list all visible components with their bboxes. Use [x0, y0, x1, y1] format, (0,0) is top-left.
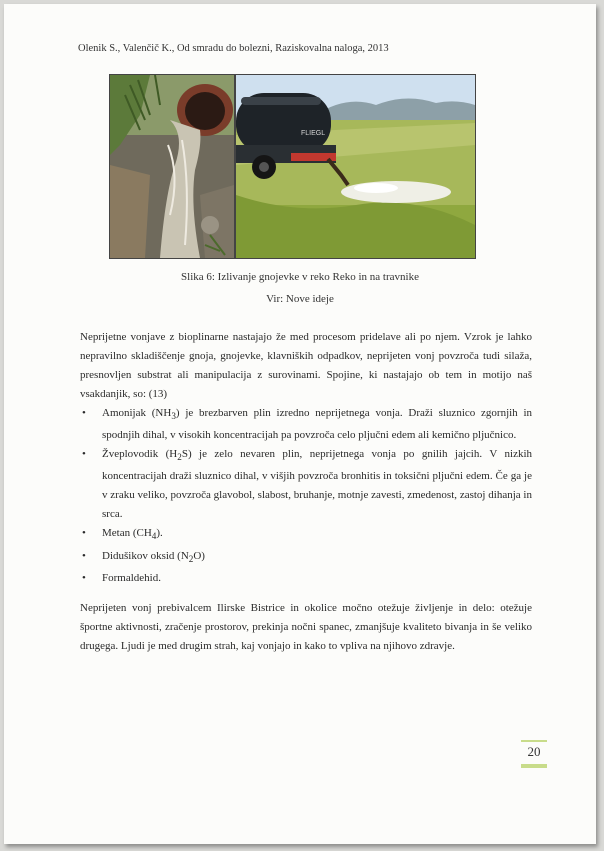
- list-item: • Metan $(CH_4)$.: [80, 524, 532, 546]
- compound-list: [80, 404, 532, 591]
- bullet-icon: •: [82, 407, 86, 419]
- list-item: • Formaldehid.: [80, 569, 532, 591]
- running-header: Olenik S., Valenčič K., Od smradu do bolezni, Raziskovalna naloga, 2013: [78, 43, 389, 54]
- bullet-icon: •: [82, 549, 86, 562]
- bullet-icon: •: [82, 448, 86, 461]
- pipe-outflow-image: [110, 75, 234, 258]
- photo-pipe-outflow: [109, 74, 235, 259]
- photo-tanker-field: [235, 74, 476, 259]
- list-item: • Žveplovodik $(H_2S)$ je zelo nevaren plin, neprijetnega vonja po gnilih jajcih. V nizkih koncentracijah draži sluznico dihal, v višjih povzroča bronhitis in toksični pljučni edem. Če ga je v zraku veliko, povzroča glavobol, slabost, bruhanje, motnje zavesti, zmedenost, zastoj dihanja in srca.: [80, 445, 532, 524]
- list-item: • Amonijak $(NH_3)$ je brezbarven plin izredno neprijetnega vonja. Draži sluznico zgornjih in spodnjih dihal, v visokih koncentracijah pa povzroča celo pljučni edem ali kemično pljučnico.: [80, 404, 532, 445]
- list-item: • Didušikov oksid $(N_2O)$: [80, 547, 532, 569]
- bullet-icon: •: [82, 571, 86, 584]
- figure-caption: Slika 6: Izlivanje gnojevke v reko Reko in na travnike: [181, 271, 419, 283]
- page-number: 20: [521, 740, 547, 768]
- intro-paragraph: Neprijetne vonjave z bioplinarne nastajajo že med procesom pridelave ali po njem. Vzrok je lahko nepravilno skladiščenje gnoja, gnojevke, klavniških odpadkov, neprijeten vonj povzroča tudi silaža, presnovljen substrat ali manipulacija z surovinami. Spojine, ki nastajajo ob tem in motijo naš vsakdanjik, so: (13): [80, 331, 532, 400]
- outro-paragraph: Neprijeten vonj prebivalcem Ilirske Bistrice in okolice močno otežuje življenje in delo: otežuje športne aktivnosti, zračenje prostorov, prekinja nočni spanec, zmanjšuje kvaliteto bivanja in še veliko drugega. Ljudi je med drugim strah, kaj vonjajo in kako to vpliva na njihovo zdravje.: [80, 602, 532, 652]
- figure-source: Vir: Nove ideje: [266, 293, 334, 305]
- bullet-icon: •: [82, 527, 86, 540]
- tank-label: FLIEGL: [301, 130, 326, 137]
- tanker-field-image: [236, 75, 475, 258]
- document-page: [4, 4, 596, 844]
